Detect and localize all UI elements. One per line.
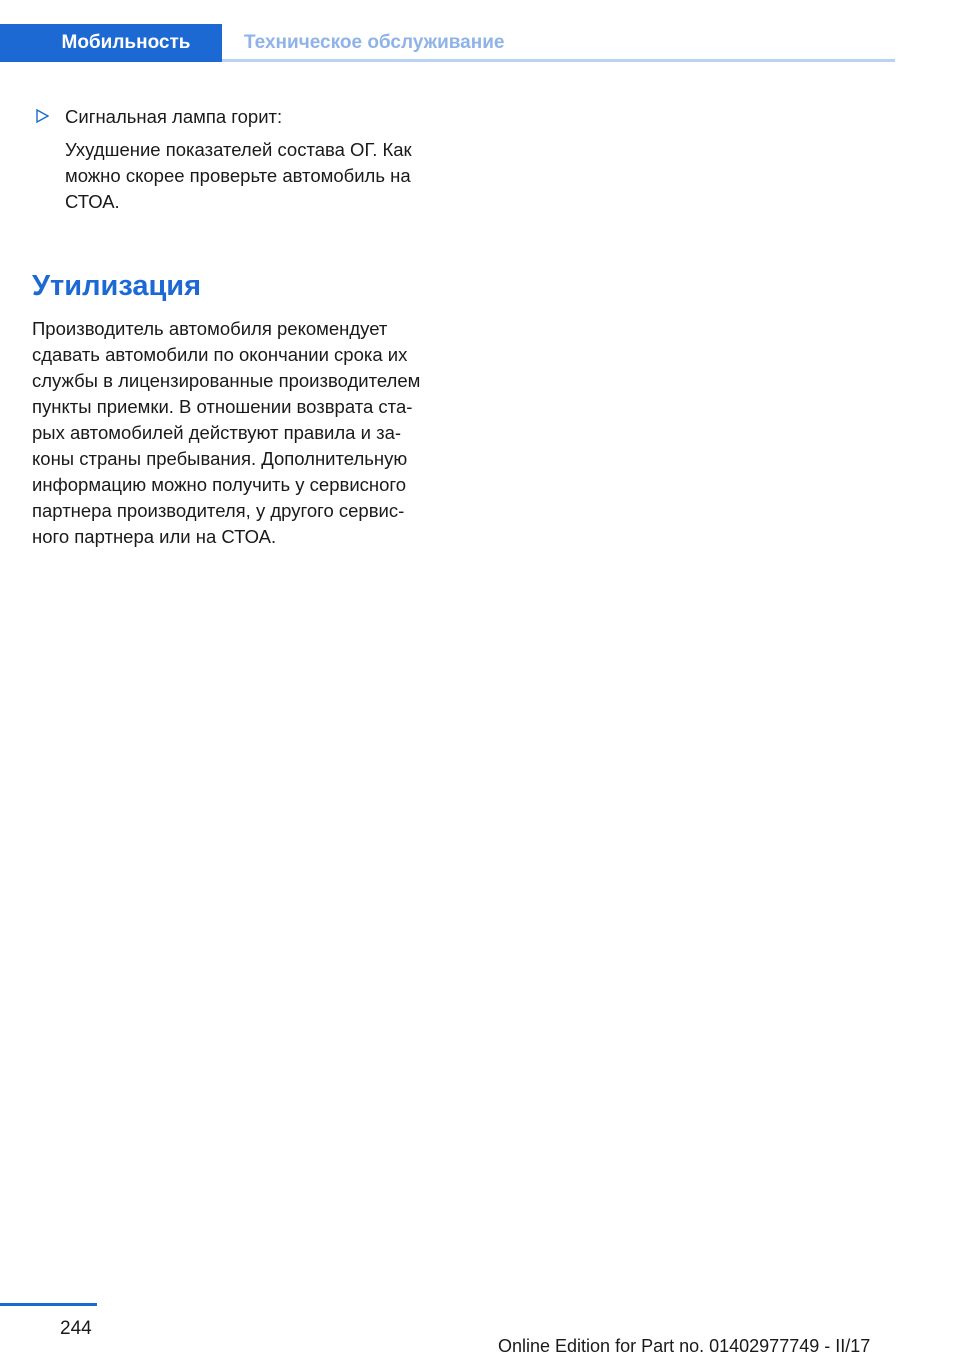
header-tab-maintenance: Техническое обслуживание	[244, 32, 505, 53]
section-line: сдавать автомобили по окончании срока их	[32, 344, 408, 365]
bullet-line: можно скорее проверьте автомобиль на	[65, 165, 411, 186]
footer-divider	[0, 1303, 97, 1306]
bullet-body	[65, 137, 455, 215]
triangle-bullet-icon	[35, 109, 49, 123]
section-heading: Утилизация	[32, 270, 202, 302]
section-line: партнера производителя, у другого сервис-	[32, 500, 405, 521]
header-tab-mobility: Мобильность	[0, 24, 222, 62]
page-number: 244	[60, 1318, 92, 1339]
section-line: службы в лицензированные производителем	[32, 370, 421, 391]
section-line: рых автомобилей действуют правила и за-	[32, 422, 402, 443]
section-body	[32, 316, 462, 550]
section-line: пункты приемки. В отношении возврата ста-	[32, 396, 413, 417]
section-line: Производитель автомобиля рекомендует	[32, 318, 388, 339]
bullet-line: Ухудшение показателей состава ОГ. Как	[65, 139, 412, 160]
section-line: информацию можно получить у сервисного	[32, 474, 407, 495]
header-divider	[222, 59, 895, 62]
bullet-line: СТОА.	[65, 191, 120, 212]
edition-note: Online Edition for Part no. 01402977749 - II/17	[498, 1336, 871, 1356]
page-header	[0, 0, 895, 62]
section-line: коны страны пребывания. Дополнительную	[32, 448, 408, 469]
bullet-title: Сигнальная лампа горит:	[65, 106, 283, 127]
section-line: ного партнера или на СТОА.	[32, 526, 277, 547]
